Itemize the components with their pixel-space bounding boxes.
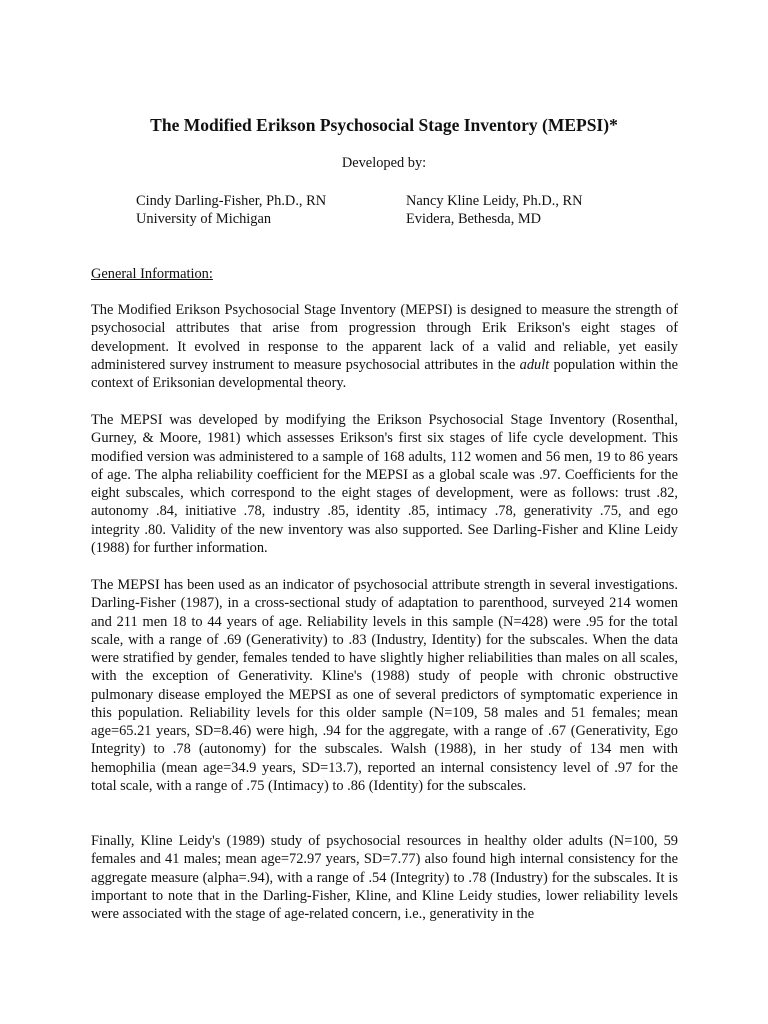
document-title: The Modified Erikson Psychosocial Stage Inventory (MEPSI)* xyxy=(150,115,618,135)
paragraph-1-text-a: The Modified Erikson Psychosocial Stage Inventory (MEPSI) is designed to measure the strength of psychosocial attributes that arise from progression through Erik Erikson's eight stages of development. It evolved in response to the apparent lack of a valid and reliable, yet easily administered survey instrument to measure psychosocial attributes in the xyxy=(91,302,678,373)
author-block-2 xyxy=(406,192,583,228)
author-1-affiliation: University of Michigan xyxy=(136,211,272,227)
author-2-affiliation: Evidera, Bethesda, MD xyxy=(406,211,542,227)
paragraph-1-emphasis: adult xyxy=(519,356,550,373)
paragraph-2: The MEPSI was developed by modifying the Erikson Psychosocial Stage Inventory (Rosenthal, Gurney, & Moore, 1981) which assesses Erikson's first six stages of life cycle development. This modified version was administered to a sample of 168 adults, 112 women and 56 men, 19 to 86 years of age. The alpha reliability coefficient for the MEPSI as a global scale was .97. Coefficients for the eight subscales, which correspond to the eight stages of development, were as follows: trust .82, autonomy .84, initiative .78, industry .85, identity .85, intimacy .78, generativity .75, and ego integrity .80. Validity of the new inventory was also supported. See Darling-Fisher and Kline Leidy (1988) for further information. xyxy=(91,412,678,556)
paragraph-1 xyxy=(91,301,678,392)
paragraph-1-text-b: population within the context of Eriksonian developmental theory. xyxy=(91,356,678,391)
section-heading-general-information: General Information: xyxy=(91,266,213,282)
author-block-1 xyxy=(136,192,326,228)
developed-by-label: Developed by: xyxy=(341,155,427,171)
author-2-name: Nancy Kline Leidy, Ph.D., RN xyxy=(406,193,583,209)
author-1-name: Cindy Darling-Fisher, Ph.D., RN xyxy=(136,193,327,209)
paragraph-3: The MEPSI has been used as an indicator of psychosocial attribute strength in several investigations. Darling-Fisher (1987), in a cross-sectional study of adaptation to parenthood, surveyed 214 women and 211 men 18 to 44 years of age. Reliability levels in this sample (N=428) were .95 for the total scale, with a range of .69 (Generativity) to .83 (Industry, Identity) for the subscales. When the data were stratified by gender, females tended to have slightly higher reliabilities than males on all scales, with the exception of Generativity. Kline's (1988) study of people with chronic obstructive pulmonary disease employed the MEPSI as one of several predictors of symptomatic experience in this population. Reliability levels for this older sample (N=109, 58 males and 51 females; mean age=65.21 years, SD=8.46) were high, .94 for the aggregate, with a range of .67 (Generativity, Ego Integrity) to .78 (autonomy) for the subscales. Walsh (1988), in her study of 134 men with hemophilia (mean age=34.9 years, SD=13.7), reported an internal consistency level of .97 for the total scale, with a range of .75 (Intimacy) to .86 (Identity) for the subscales. xyxy=(91,577,678,794)
paragraph-4: Finally, Kline Leidy's (1989) study of psychosocial resources in healthy older adults (N=100, 59 females and 41 males; mean age=72.97 years, SD=7.77) also found high internal consistency for the aggregate measure (alpha=.94), with a range of .54 (Integrity) to .78 (Industry) for the subscales. It is important to note that in the Darling-Fisher, Kline, and Kline Leidy studies, lower reliability levels were associated with the stage of age-related concern, i.e., generativity in the xyxy=(91,833,678,922)
